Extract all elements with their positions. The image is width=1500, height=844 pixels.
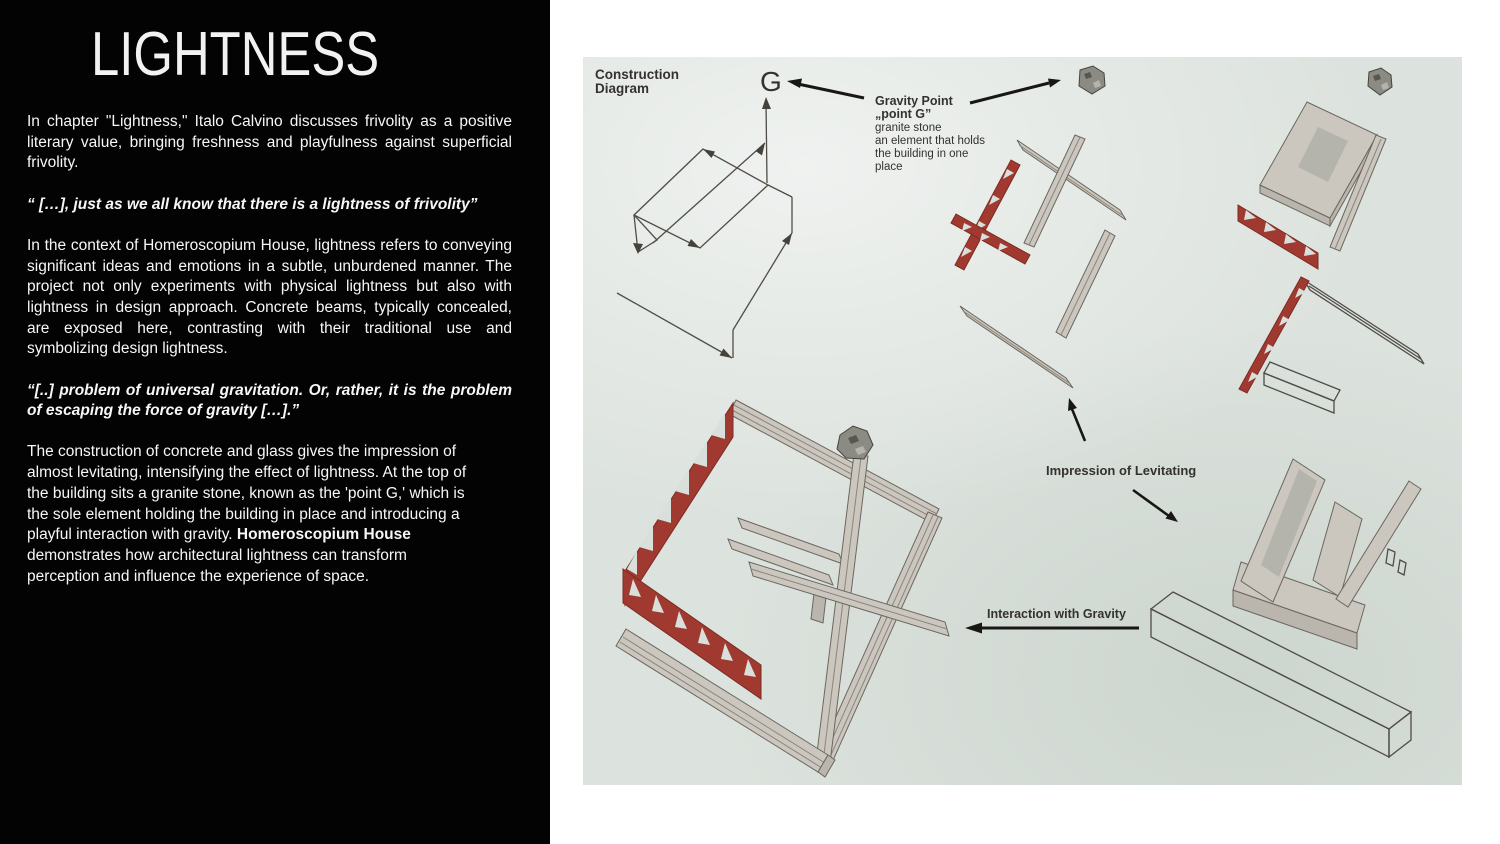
impression-label: Impression of Levitating (1046, 463, 1197, 478)
truss-wireframe-group (1239, 277, 1424, 413)
gravity-note-body4: place (875, 161, 903, 173)
construction-diagram-panel (583, 57, 1462, 785)
granite-stone-icon (1079, 66, 1105, 94)
gravity-g-label: G (760, 66, 782, 97)
diagram-heading-line2: Diagram (595, 81, 650, 96)
text-panel (0, 0, 550, 844)
interaction-label: Interaction with Gravity (987, 607, 1126, 621)
context-paragraph: In the context of Homeroscopium House, lightness refers to conveying significant ideas and emotions in a subtle, unburdened manner. The project not only experiments with physical lightness but also with lightness in design approach. Concrete beams, typically concealed, are exposed here, contrasting with their traditional use and symbolizing design lightness. (27, 236, 512, 358)
gravity-note-title: Gravity Point (875, 94, 953, 108)
red-truss (1239, 277, 1309, 393)
u-shape-group (1151, 459, 1421, 757)
closing-text-after: demonstrates how architectural lightness can transform perception and influence the experience of space. (27, 546, 407, 585)
closing-text-before: The construction of concrete and glass gives the impression of almost levitating, intensifying the effect of lightness. At the top of the building sits a granite stone, known as the 'point G,' which is the sole element holding the building in place and introducing a playful interaction with gravity. (27, 443, 467, 544)
diagram-heading-line1: Construction (595, 67, 679, 82)
gravity-point-note (875, 94, 985, 173)
exploded-beams-group (951, 135, 1126, 388)
impression-annotation (1046, 398, 1196, 522)
gravity-note-body3: the building in one (875, 148, 969, 160)
quote-gravitation: “[..] problem of universal gravitation. Or, rather, it is the problem of escaping the force of gravity […].” (27, 381, 512, 420)
slab-group (1238, 102, 1386, 269)
quote-frivolity: “ […], just as we all know that there is a lightness of frivolity” (27, 195, 478, 213)
arrow-to-g (787, 79, 864, 99)
granite-stone-icon (1368, 68, 1392, 95)
gravity-note-body2: an element that holds (875, 135, 985, 147)
small-blocks (1386, 549, 1406, 575)
gravity-note-subtitle: „point G” (875, 107, 932, 121)
gravity-note-body1: granite stone (875, 122, 942, 134)
interaction-annotation (965, 607, 1139, 634)
intro-paragraph: In chapter "Lightness," Italo Calvino discusses frivolity as a positive literary value, bringing freshness and playfulness against superficial frivolity. (27, 113, 512, 172)
closing-paragraph (27, 442, 479, 587)
arrow-to-gravity-stone (970, 79, 1061, 104)
construction-diagram-canvas (583, 57, 1462, 785)
granite-stone-icon (837, 426, 873, 459)
slide-title: LIGHTNESS (91, 20, 380, 89)
closing-text-bold: Homeroscopium House (236, 526, 411, 544)
slide-body (27, 112, 512, 608)
red-truss (625, 403, 733, 605)
main-structure-group (616, 400, 949, 777)
axes-wireframe-sketch (617, 97, 792, 358)
